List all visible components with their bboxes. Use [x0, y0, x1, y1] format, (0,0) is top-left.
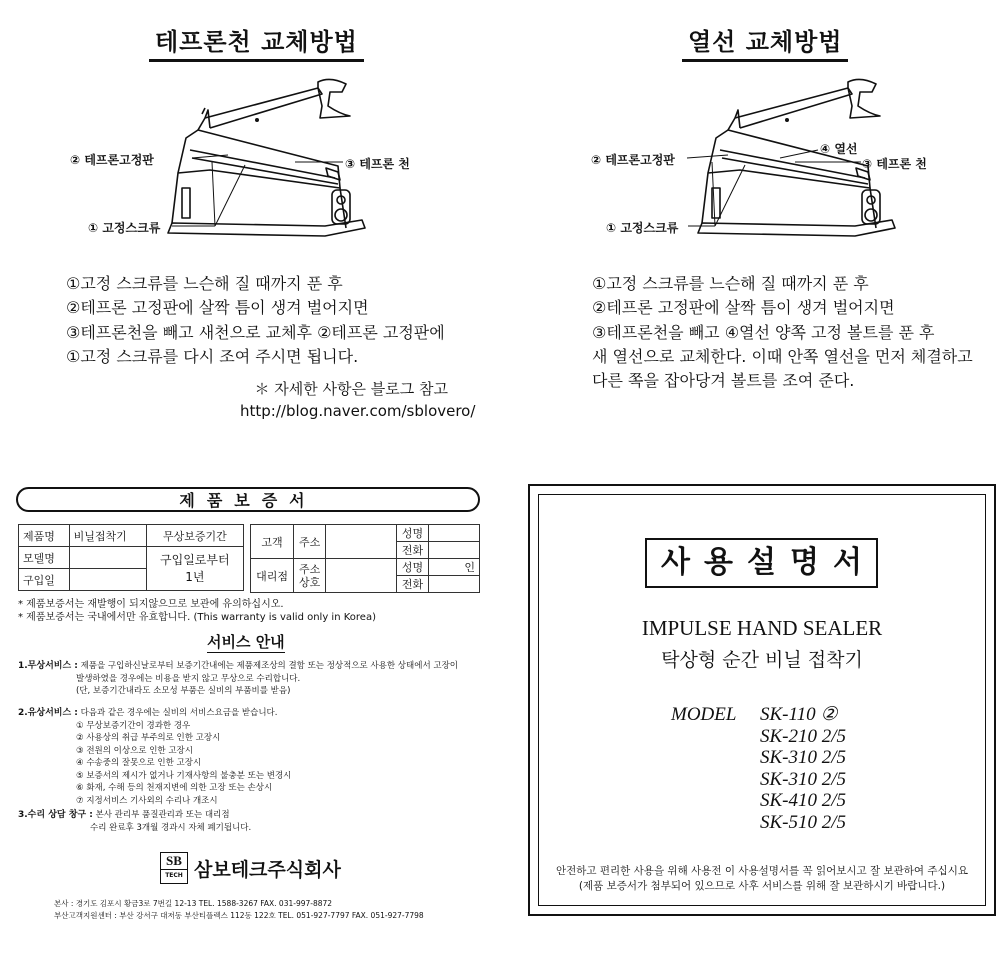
callout-heat-wire: ④ 열선: [820, 142, 858, 156]
teflon-steps: [66, 272, 445, 369]
warranty-customer-table: [250, 524, 480, 593]
logo-bottom: TECH: [165, 872, 183, 879]
dealer-phone-value[interactable]: [429, 576, 480, 593]
repair-service-line-2: 수리 완료후 3개월 경과시 자체 폐기됩니다.: [90, 822, 252, 833]
free-service-line-2: 발생하였을 경우에는 비용을 받지 않고 무상으로 수리합니다.: [76, 673, 301, 684]
dealer-seal: 인: [429, 559, 480, 576]
heatwire-step-2: ②테프론 고정판에 살짝 틈이 생겨 벌어지면: [592, 298, 895, 318]
teflon-section-title: 테프론천 교체방법: [149, 22, 364, 62]
sbtech-logo: [160, 852, 188, 884]
repair-service-line-1: 본사 관리부 품질관리과 또는 대리점: [95, 810, 230, 820]
free-service-label: 1.무상서비스 :: [18, 661, 78, 671]
teflon-step-2: ②테프론 고정판에 살짝 틈이 생겨 벌어지면: [66, 298, 369, 318]
heatwire-step-5: 다른 쪽을 잡아당겨 볼트를 조여 준다.: [592, 371, 855, 391]
warranty-product-table: [18, 524, 244, 591]
model-value[interactable]: [69, 547, 146, 569]
company-busan: 부산고객지원센터 : 부산 강서구 대저동 부산티플렉스 112동 122호 TEL. 051-927-7797 FAX. 051-927-7798: [54, 911, 424, 920]
heatwire-step-4: 새 열선으로 교체한다. 이때 안쪽 열선을 먼저 체결하고: [592, 346, 973, 366]
model-item: SK-110 ②: [760, 704, 838, 725]
model-item: SK-410 2/5: [760, 790, 847, 811]
paid-service-item: ④ 수송중의 잘못으로 인한 고장시: [76, 758, 202, 768]
free-service-line-1: 제품을 구입하신날로부터 보증기간내에는 제품제조상의 결함 또는 정상적으로 사용한 상태에서 고장이: [80, 661, 458, 671]
manual-footer-2: (제품 보증서가 첨부되어 있으므로 사후 서비스를 위해 잘 보관하시기 바랍니다.): [578, 880, 946, 892]
blog-note: ＊ 자세한 사항은 블로그 참고: [254, 380, 448, 398]
callout-fixing-screw: ① 고정스크류: [88, 221, 161, 235]
customer-name-label: 성명: [397, 525, 429, 542]
model-label: 모델명: [19, 547, 70, 569]
paid-service-item: ② 사용상의 취급 부주의로 인한 고장시: [76, 733, 221, 743]
paid-service-label: 2.유상서비스 :: [18, 708, 78, 718]
logo-top: SB: [161, 853, 187, 870]
paid-service-item: ⑤ 보증서의 제시가 없거나 기재사항의 불충분 또는 변경시: [76, 770, 292, 781]
warranty-notes: [18, 598, 376, 624]
company-hq: 본사 : 경기도 김포시 황금3로 7번길 12-13 TEL. 1588-3267 FAX. 031-997-8872: [54, 899, 333, 908]
purchase-date-value[interactable]: [69, 569, 146, 591]
model-item: SK-310 2/5: [760, 768, 847, 790]
callout-fixing-screw-2: ① 고정스크류: [606, 221, 679, 235]
paid-service-item: ⑥ 화재, 수해 등의 천재지변에 의한 고장 또는 손상시: [76, 783, 273, 793]
customer-address-label: 주소: [294, 525, 326, 559]
repair-service: [18, 809, 251, 834]
warranty-note-2: * 제품보증서는 국내에서만 유효합니다. (This warranty is valid only in Korea): [18, 612, 376, 623]
callout-teflon-cloth: ③ 테프론 천: [345, 157, 410, 171]
product-name-value: 비닐접착기: [69, 525, 146, 547]
heatwire-callout-lines: [500, 0, 1000, 260]
dealer-address-name-labels: [294, 559, 326, 593]
dealer-address-label: 주소: [298, 562, 321, 576]
free-period-value: [146, 547, 243, 591]
customer-label: 고객: [251, 525, 294, 559]
paid-service-item: ① 무상보증기간이 경과한 경우: [76, 720, 191, 731]
manual-title: 사용설명서: [645, 538, 878, 588]
service-title: 서비스 안내: [207, 633, 285, 651]
customer-phone-value[interactable]: [429, 542, 480, 559]
heatwire-section-title: 열선 교체방법: [682, 22, 848, 62]
repair-service-label: 3.수리 상담 창구 :: [18, 810, 93, 820]
warranty-note-1: * 제품보증서는 재발행이 되지않으므로 보관에 유의하십시오.: [18, 599, 284, 610]
paid-service-item: ⑦ 지정서비스 기사외의 수리나 개조시: [76, 795, 218, 806]
company-contacts: [54, 898, 424, 922]
dealer-person-label: 성명: [397, 559, 429, 576]
product-name-ko: 탁상형 순간 비닐 접착기: [661, 649, 863, 671]
dealer-value[interactable]: [326, 559, 397, 593]
product-name-en: IMPULSE HAND SEALER: [641, 616, 883, 640]
paid-service: [18, 707, 291, 807]
free-period-value-2: 1년: [185, 569, 205, 584]
teflon-step-1: ①고정 스크류를 느슨해 질 때까지 푼 후: [66, 274, 343, 293]
teflon-step-4: ①고정 스크류를 다시 조여 주시면 됩니다.: [66, 346, 359, 366]
customer-phone-label: 전화: [397, 542, 429, 559]
free-period-label: 무상보증기간: [146, 525, 243, 547]
dealer-phone-label: 전화: [397, 576, 429, 593]
callout-fixing-plate: ② 테프론고정판: [70, 153, 154, 167]
manual-footer: [540, 864, 984, 894]
model-label: MODEL: [671, 704, 737, 725]
model-item: SK-310 2/5: [760, 747, 847, 768]
heatwire-step-3: ③테프론천을 빼고 ④열선 양쪽 고정 볼트를 푼 후: [592, 322, 935, 342]
heatwire-steps: [592, 272, 973, 393]
product-name-label: 제품명: [19, 525, 70, 547]
callout-teflon-cloth-2: ③ 테프론 천: [862, 157, 927, 171]
blog-url[interactable]: http://blog.naver.com/sblovero/: [240, 402, 476, 420]
dealer-label: 대리점: [251, 559, 294, 593]
free-service-line-3: (단, 보증기간내라도 소모성 부품은 실비의 부품비를 받음): [76, 686, 291, 696]
free-period-value-1: 구입일로부터: [160, 552, 230, 567]
callout-fixing-plate-2: ② 테프론고정판: [591, 153, 675, 167]
purchase-date-label: 구입일: [19, 569, 70, 591]
customer-address-value[interactable]: [326, 525, 397, 559]
model-list: [760, 704, 846, 833]
blog-note-block: [240, 378, 476, 422]
model-item: SK-210 2/5: [760, 725, 847, 747]
heatwire-step-1: ①고정 스크류를 느슨해 질 때까지 푼 후: [592, 274, 869, 293]
manual-footer-1: 안전하고 편리한 사용을 위해 사용전 이 사용설명서를 꼭 읽어보시고 잘 보관하여 주십시요: [555, 865, 968, 877]
company-name: 삼보테크주식회사: [194, 859, 341, 881]
free-service: [18, 660, 458, 698]
teflon-step-3: ③테프론천을 빼고 새천으로 교체후 ②테프론 고정판에: [66, 322, 445, 342]
model-item: SK-510 2/5: [760, 811, 847, 833]
warranty-title-bar: 제품보증서: [16, 487, 480, 512]
customer-name-value[interactable]: [429, 525, 480, 542]
paid-service-item: ③ 전원의 이상으로 인한 고장시: [76, 745, 193, 756]
teflon-callout-lines: [0, 0, 500, 260]
dealer-name-label: 상호: [298, 575, 321, 589]
paid-service-intro: 다음과 같은 경우에는 실비의 서비스요금을 받습니다.: [80, 708, 278, 718]
